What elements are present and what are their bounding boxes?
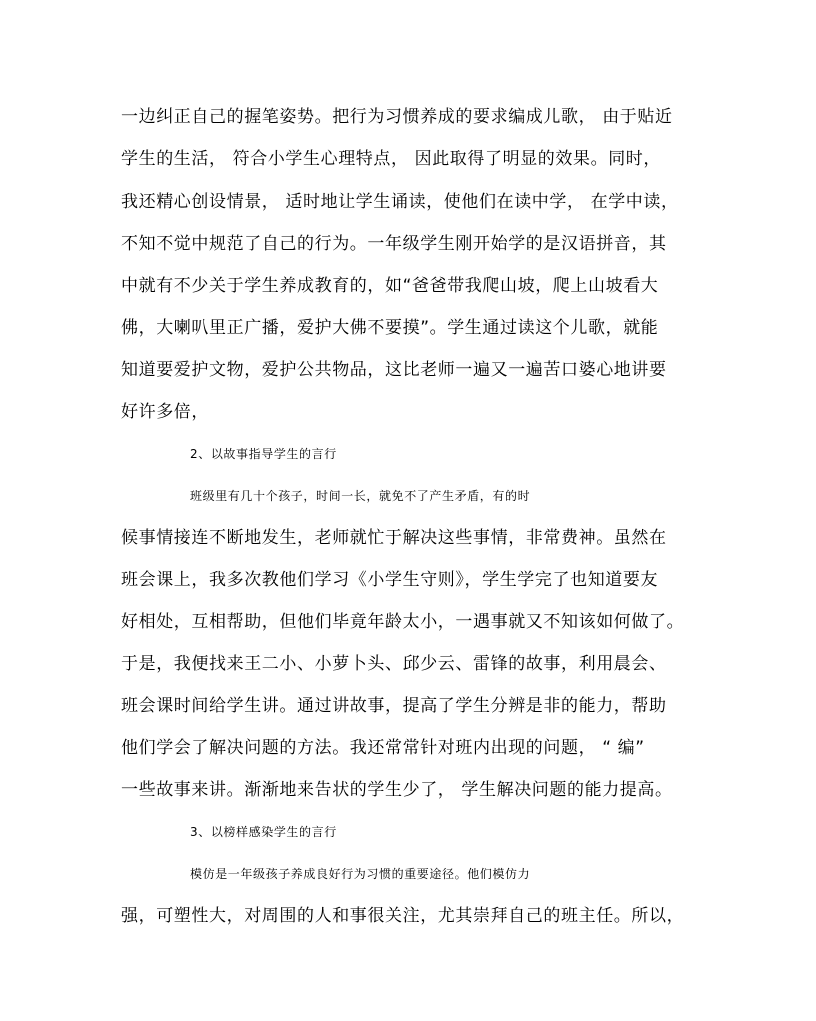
section-heading: 2、以故事指导学生的言行 <box>190 447 337 461</box>
text-line: 知道要爱护文物，爱护公共物品，这比老师一遍又一遍苦口婆心地讲要 <box>121 360 667 380</box>
text-line: 好许多倍， <box>121 402 209 422</box>
text-line: 班会课上，我多次教他们学习《小学生守则》，学生学完了也知道要友 <box>121 570 659 590</box>
text-line: 不知不觉中规范了自己的行为。一年级学生刚开始学的是汉语拼音，其 <box>121 234 667 254</box>
text-line: 佛，大喇叭里正广播，爱护大佛不要摸”。学生通过读这个儿歌，就能 <box>121 318 659 338</box>
text-line: 班级里有几十个孩子，时间一长，就免不了产生矛盾，有的时 <box>190 489 531 503</box>
text-line: 一边纠正自己的握笔姿势。把行为习惯养成的要求编成儿歌， 由于贴近 <box>121 107 673 127</box>
text-line: 他们学会了解决问题的方法。我还常常针对班内出现的问题， “ 编” <box>121 738 645 758</box>
text-line: 于是，我便找来王二小、小萝卜头、邱少云、雷锋的故事，利用晨会、 <box>121 654 667 674</box>
text-line: 中就有不少关于学生养成教育的，如“爸爸带我爬山坡，爬上山坡看大 <box>121 276 659 296</box>
text-line: 候事情接连不断地发生，老师就忙于解决这些事情，非常费神。虽然在 <box>121 528 667 548</box>
text-line: 我还精心创设情景， 适时地让学生诵读，使他们在读中学， 在学中读， <box>121 192 679 212</box>
text-line: 学生的生活， 符合小学生心理特点， 因此取得了明显的效果。同时， <box>121 149 662 169</box>
text-line: 强，可塑性大，对周围的人和事很关注，尤其崇拜自己的班主任。所以， <box>121 906 685 926</box>
text-line: 一些故事来讲。渐渐地来告状的学生少了， 学生解决问题的能力提高。 <box>121 780 673 800</box>
text-line: 好相处，互相帮助，但他们毕竟年龄太小，一遇事就又不知该如何做了。 <box>121 612 685 632</box>
section-heading: 3、以榜样感染学生的言行 <box>190 825 337 839</box>
text-line: 模仿是一年级孩子养成良好行为习惯的重要途径。他们模仿力 <box>190 867 531 881</box>
text-line: 班会课时间给学生讲。通过讲故事，提高了学生分辨是非的能力，帮助 <box>121 696 667 716</box>
